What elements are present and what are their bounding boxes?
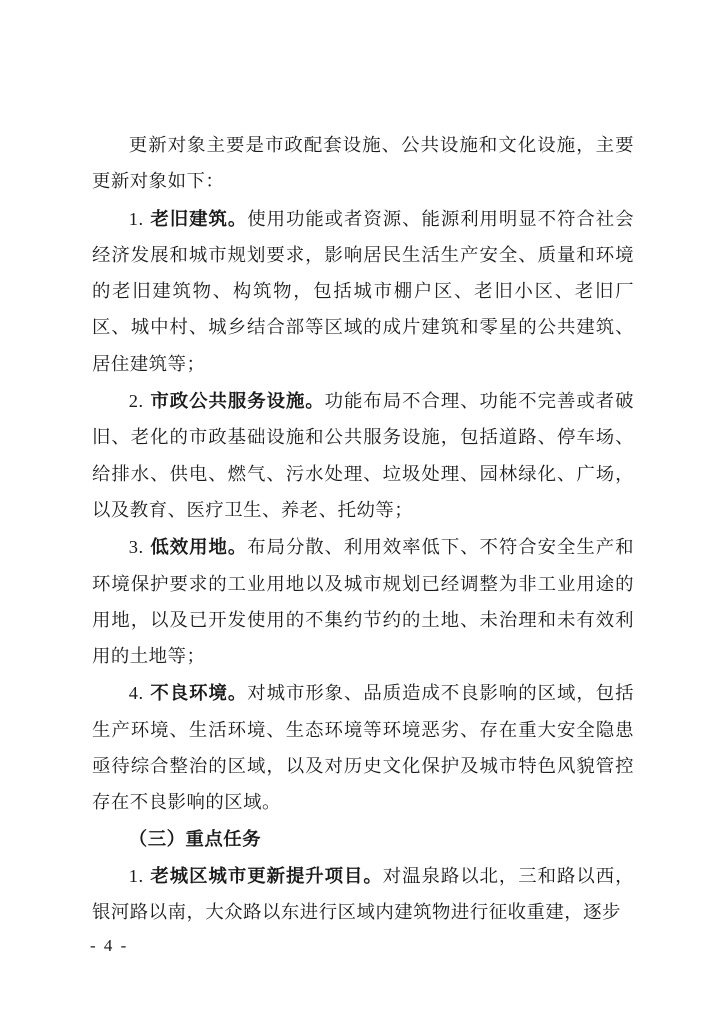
item-title: 市政公共服务设施。 [150, 391, 325, 413]
item-number: 3. [128, 537, 144, 558]
list-item-public-facilities [92, 383, 634, 529]
item-title: 老旧建筑。 [150, 208, 248, 230]
list-item-inefficient-land [92, 529, 634, 675]
task-text: 对温泉路以北，三和路以西，银河路以南，大众路以东进行区域内建筑物进行征收重建，逐步 [92, 865, 634, 924]
item-text: 使用功能或者资源、能源利用明显不符合社会经济发展和城市规划要求，影响居民生活生产安全、质量和环境的老旧建筑物、构筑物，包括城市棚户区、老旧小区、老旧厂区、城中村、城乡结合部等区域的成片建筑和零星的公共建筑、居住建筑等； [92, 208, 634, 375]
document-body [92, 128, 634, 932]
task-title: 老城区城市更新提升项目。 [150, 865, 383, 887]
task-number: 1. [128, 865, 144, 886]
item-text: 布局分散、利用效率低下、不符合安全生产和环境保护要求的工业用地以及城市规划已经调整为非工业用途的用地，以及已开发使用的不集约节约的土地、未治理和未有效利用的土地等； [92, 537, 634, 668]
item-number: 2. [128, 391, 144, 412]
list-item-poor-environment [92, 675, 634, 821]
task-paragraph [92, 858, 634, 932]
intro-paragraph [92, 128, 634, 201]
item-number: 4. [128, 683, 144, 704]
item-title: 低效用地。 [150, 537, 248, 559]
item-text: 对城市形象、品质造成不良影响的区域，包括生产环境、生活环境、生态环境等环境恶劣、存在重大安全隐患亟待综合整治的区域，以及对历史文化保护及城市特色风貌管控存在不良影响的区域。 [92, 683, 634, 814]
intro-text: 更新对象主要是市政配套设施、公共设施和文化设施，主要更新对象如下： [92, 135, 634, 193]
item-text: 功能布局不合理、功能不完善或者破旧、老化的市政基础设施和公共服务设施，包括道路、停车场、给排水、供电、燃气、污水处理、垃圾处理、园林绿化、广场，以及教育、医疗卫生、养老、托幼等； [92, 391, 634, 521]
section-heading: （三）重点任务 [128, 828, 262, 850]
list-item-old-buildings [92, 201, 634, 383]
item-number: 1. [128, 208, 144, 229]
item-title: 不良环境。 [150, 683, 248, 705]
page-number: - 4 - [90, 936, 129, 955]
